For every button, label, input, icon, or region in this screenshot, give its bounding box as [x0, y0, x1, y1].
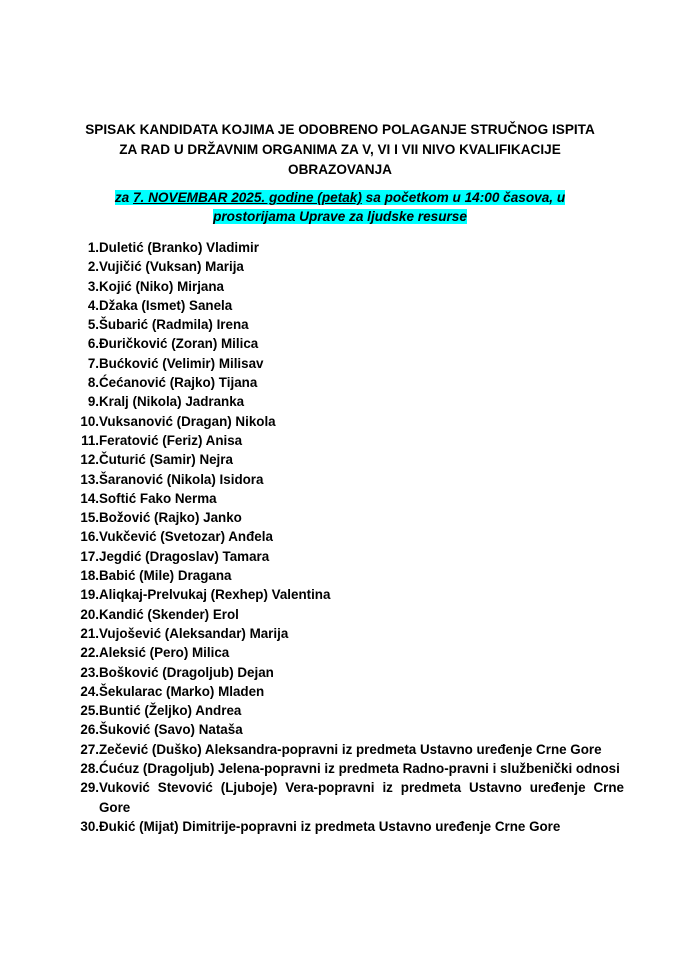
candidate-number: 30. [80, 818, 99, 834]
title-line: OBRAZOVANJA [288, 162, 392, 177]
candidate-number: 11. [81, 432, 99, 448]
candidate-name: Ćećanović (Rajko) Tijana [99, 375, 258, 391]
candidate-name: Aliqkaj-Prelvukaj (Rexhep) Valentina [99, 587, 331, 603]
candidate-number: 26. [80, 722, 99, 738]
candidate-item [72, 605, 624, 624]
candidate-item [72, 778, 624, 817]
candidate-number: 1. [87, 240, 99, 255]
candidate-number: 29. [80, 780, 99, 796]
candidate-number: 22. [80, 645, 99, 661]
candidate-item [72, 470, 624, 489]
candidate-number: 28. [80, 761, 99, 777]
candidate-name: Čuturić (Samir) Nejra [99, 452, 233, 468]
title-line: SPISAK KANDIDATA KOJIMA JE ODOBRENO POLAGANJE STRUČNOG ISPITA [85, 122, 595, 137]
candidate-number: 16. [80, 529, 99, 545]
candidate-name: Jegdić (Dragoslav) Tamara [99, 548, 270, 564]
candidate-item [72, 663, 624, 682]
candidate-number: 23. [80, 664, 99, 680]
candidate-number: 14. [80, 490, 99, 506]
candidate-number: 21. [80, 625, 99, 641]
candidate-item [72, 277, 624, 296]
subtitle-prefix: za [114, 190, 133, 205]
candidate-name: Feratović (Feriz) Anisa [99, 432, 243, 448]
candidate-number: 18. [80, 568, 99, 584]
candidate-number: 10. [80, 413, 99, 429]
candidate-item [72, 296, 624, 315]
candidate-item [72, 740, 624, 759]
title-line: ZA RAD U DRŽAVNIM ORGANIMA ZA V, VI I VII NIVO KVALIFIKACIJE [119, 142, 561, 157]
subtitle-time: sa početkom u 14:00 časova, u [361, 190, 566, 205]
candidate-name: Babić (Mile) Dragana [99, 568, 232, 584]
candidate-name: Zečević (Duško) Aleksandra-popravni iz predmeta Ustavno uređenje Crne Gore [99, 741, 602, 757]
candidate-name: Šuković (Savo) Nataša [99, 722, 243, 738]
candidate-item [72, 682, 624, 701]
candidate-number: 15. [80, 510, 99, 526]
candidate-name: Buntić (Željko) Andrea [99, 703, 242, 719]
candidate-item [72, 759, 624, 778]
subtitle-line-2 [60, 207, 620, 226]
candidate-name: Vujičić (Vuksan) Marija [99, 259, 244, 275]
candidate-name: Džaka (Ismet) Sanela [99, 297, 233, 313]
candidate-item [72, 354, 624, 373]
candidate-name: Kralj (Nikola) Jadranka [99, 394, 245, 410]
exam-date: 7. NOVEMBAR 2025. godine (petak) [133, 190, 362, 205]
candidate-number: 7. [87, 355, 99, 371]
candidate-name: Vuković Stevović (Ljuboje) Vera-popravni iz predmeta Ustavno uređenje Crne Gore [99, 780, 624, 815]
candidate-item [72, 450, 624, 469]
candidate-name: Bošković (Dragoljub) Dejan [99, 664, 274, 680]
candidate-name: Ćućuz (Dragoljub) Jelena-popravni iz predmeta Radno-pravni i službenički odnosi [99, 761, 620, 777]
candidate-item [72, 334, 624, 353]
candidate-number: 5. [87, 317, 99, 333]
candidate-name: Đukić (Mijat) Dimitrije-popravni iz predmeta Ustavno uređenje Crne Gore [99, 818, 561, 834]
candidate-item [72, 720, 624, 739]
highlighted-segment [115, 190, 565, 205]
candidate-item [72, 566, 624, 585]
candidate-item [72, 373, 624, 392]
candidate-name: Aleksić (Pero) Milica [99, 645, 230, 661]
candidate-name: Bućković (Velimir) Milisav [99, 355, 264, 371]
candidate-name: Vujošević (Aleksandar) Marija [99, 625, 289, 641]
candidate-item [72, 392, 624, 411]
candidate-item [72, 489, 624, 508]
candidate-name: Vukčević (Svetozar) Anđela [99, 529, 273, 545]
candidate-number: 6. [87, 336, 99, 352]
candidate-name: Šaranović (Nikola) Isidora [99, 471, 264, 487]
candidate-number: 4. [87, 297, 99, 313]
candidate-item [72, 315, 624, 334]
candidate-number: 8. [87, 375, 99, 391]
candidate-list [72, 238, 624, 836]
candidate-item [72, 585, 624, 604]
candidate-item [72, 527, 624, 546]
subtitle-line-1 [60, 188, 620, 207]
candidate-name: Šubarić (Radmila) Irena [99, 317, 249, 333]
candidate-number: 24. [80, 683, 99, 699]
candidate-number: 2. [87, 259, 99, 275]
candidate-number: 17. [80, 548, 99, 564]
candidate-item [72, 547, 624, 566]
candidate-number: 25. [80, 703, 99, 719]
candidate-number: 12. [80, 452, 99, 468]
candidate-item [72, 431, 624, 450]
candidate-item [72, 412, 624, 431]
document-title [60, 120, 620, 180]
exam-location: prostorijama Uprave za ljudske resurse [213, 209, 467, 224]
candidate-name: Božović (Rajko) Janko [99, 510, 242, 526]
exam-date-location [60, 188, 620, 226]
candidate-name: Duletić (Branko) Vladimir [99, 240, 259, 255]
candidate-item [72, 817, 624, 836]
candidate-item [72, 701, 624, 720]
candidate-name: Đuričković (Zoran) Milica [99, 336, 259, 352]
candidate-item [72, 257, 624, 276]
candidate-number: 9. [87, 394, 99, 410]
candidate-number: 20. [80, 606, 99, 622]
candidate-name: Kojić (Niko) Mirjana [99, 278, 224, 294]
candidate-number: 19. [80, 587, 99, 603]
candidate-name: Kandić (Skender) Erol [99, 606, 239, 622]
candidate-name: Softić Fako Nerma [99, 490, 217, 506]
candidate-number: 13. [80, 471, 99, 487]
candidate-name: Šekularac (Marko) Mladen [99, 683, 265, 699]
candidate-name: Vuksanović (Dragan) Nikola [99, 413, 276, 429]
candidate-number: 3. [87, 278, 99, 294]
candidate-item [72, 508, 624, 527]
candidate-item [72, 238, 624, 257]
candidate-number: 27. [80, 741, 99, 757]
candidate-item [72, 624, 624, 643]
candidate-item [72, 643, 624, 662]
